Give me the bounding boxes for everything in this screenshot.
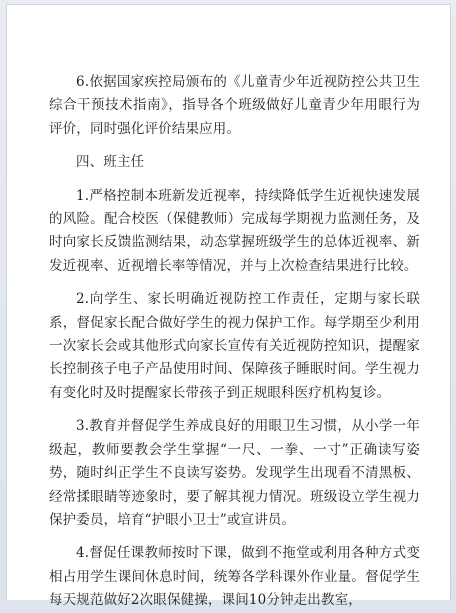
paragraph-item-1: 1.严格控制本班新发近视率，持续降低学生近视快速发展的风险。配合校医（保健教师）完成每学期视力监测任务，及时向家长反馈监测结果，动态掌握班级学生的总体近视率、新发近视率、近视增长率等情况，并与上次检查结果进行比较。 [49, 187, 420, 274]
paragraph-item-2: 2.向学生、家长明确近视防控工作责任，定期与家长联系，督促家长配合做好学生的视力保护工作。每学期至少利用一次家长会或其他形式向家长宣传有关近视防控知识，提醒家长控制孩子电子产品使用时间、保障孩子睡眠时间。学生视力有变化时及时提醒家长带孩子到正规眼科医疗机构复诊。 [49, 291, 420, 401]
paragraph-item-6: 6.依据国家疾控局颁布的《儿童青少年近视防控公共卫生综合干预技术指南》，指导各个班级做好儿童青少年用眼行为评价，同时强化评价结果应用。 [49, 74, 420, 137]
document-page [6, 4, 451, 609]
paragraph-item-3: 3.教育并督促学生养成良好的用眼卫生习惯，从小学一年级起，教师要教会学生掌握“一尺、一拳、一寸”正确读写姿势，随时纠正学生不良读写姿势。发现学生出现看不清黑板、经常揉眼睛等迹象时，要了解其视力情况。班级设立学生视力保护委员，培育“护眼小卫士”或宣讲员。 [49, 418, 420, 528]
paragraph-item-4: 4.督促任课教师按时下课，做到不拖堂或利用各种方式变相占用学生课间休息时间，统筹各学科课外作业量。督促学生每天规范做好2次眼保健操，课间10分钟走出教室， [49, 545, 420, 609]
section-heading-class-teacher: 四、班主任 [76, 154, 145, 171]
